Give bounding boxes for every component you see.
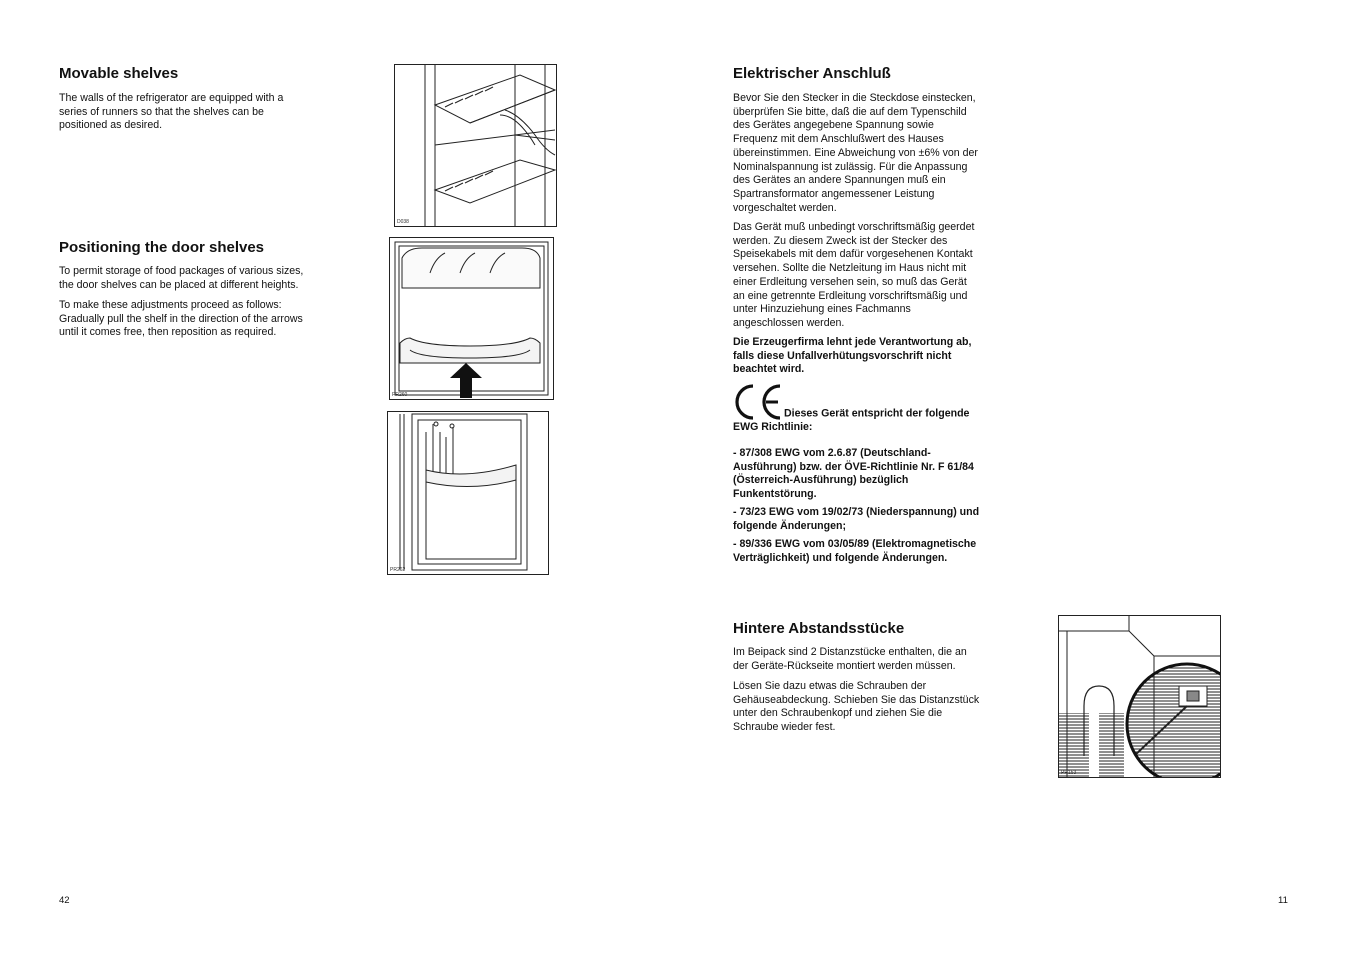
page-number-left: 42 (59, 895, 70, 906)
text-line: positioned as desired. (59, 119, 163, 132)
elektrisch-text-1 (733, 92, 978, 215)
text-line: The walls of the refrigerator are equipped with a (59, 92, 284, 104)
movable-shelves-heading: Movable shelves (59, 65, 179, 82)
page-number-right: 11 (1278, 895, 1288, 906)
text-line: unter den Schraubenkopf und ziehen Sie die (733, 707, 943, 720)
ce-mark-icon (733, 383, 783, 421)
spacer-figure (1058, 615, 1221, 778)
elektrisch-text-2 (733, 221, 974, 331)
ce-line-2: EWG Richtlinie: (733, 421, 813, 433)
text-line: des Gerätes an andere Spannungen muß ein (733, 174, 946, 187)
text-line: folgende Änderungen; (733, 519, 846, 532)
directive-2 (733, 506, 979, 533)
text-line: Gehäuseabdeckung. Schieben Sie das Distanzstück (733, 693, 980, 706)
spacer-illustration (1059, 616, 1220, 777)
text-line: übereinstimmen. Eine Abweichung von ±6% von der (733, 146, 978, 159)
shelves-figure (394, 64, 557, 227)
text-line: Lösen Sie dazu etwas die Schrauben der (733, 680, 927, 692)
text-line: - 73/23 EWG vom 19/02/73 (Niederspannung) und (733, 506, 980, 518)
directive-3 (733, 538, 976, 565)
door-shelf-illustration (390, 238, 553, 399)
door-shelves-text-2 (59, 299, 303, 340)
figure-code: PR262 (390, 567, 406, 573)
text-line: angeschlossen werden. (733, 316, 845, 329)
ce-statement (733, 383, 969, 435)
door-shelf-figure (389, 237, 554, 400)
shelves-illustration (395, 65, 556, 226)
text-line: To permit storage of food packages of various sizes, (59, 265, 304, 277)
directive-1 (733, 447, 974, 502)
hintere-abstandsstuecke-heading: Hintere Abstandsstücke (733, 620, 905, 637)
elektrischer-anschluss-heading: Elektrischer Anschluß (733, 65, 891, 82)
elektrisch-warning (733, 336, 971, 377)
text-line: beachtet wird. (733, 363, 805, 376)
text-line: series of runners so that the shelves can be (59, 105, 264, 118)
hintere-text-2 (733, 680, 979, 735)
movable-shelves-text (59, 92, 283, 133)
text-line: vorgeschaltet werden. (733, 201, 837, 214)
text-line: versehen. Sollte die Netzleitung im Haus nicht mit (733, 262, 967, 275)
text-line: Funkentstörung. (733, 488, 817, 501)
figure-code: PR260 (392, 392, 408, 398)
text-line: until it comes free, then reposition as required. (59, 326, 277, 339)
bottle-shelf-figure (387, 411, 549, 575)
figure-code: PR153 (1061, 770, 1077, 776)
text-line: an eine getrennte Erdleitung vorschriftsmäßig und (733, 289, 968, 302)
text-line: the door shelves can be placed at different heights. (59, 278, 299, 291)
text-line: Ausführung) bzw. der ÖVE-Richtlinie Nr. F 61/84 (733, 460, 974, 473)
text-line: Die Erzeugerfirma lehnt jede Verantwortung ab, (733, 336, 972, 348)
text-line: To make these adjustments proceed as follows: (59, 299, 282, 311)
text-line: Gradually pull the shelf in the direction of the arrows (59, 312, 303, 325)
text-line: (Österreich-Ausführung) bezüglich (733, 474, 909, 487)
text-line: Das Gerät muß unbedingt vorschriftsmäßig geerdet (733, 221, 975, 233)
text-line: Bevor Sie den Stecker in die Steckdose einstecken, (733, 92, 976, 104)
text-line: unter Hinzuziehung eines Fachmanns (733, 303, 911, 316)
door-shelves-heading: Positioning the door shelves (59, 239, 265, 256)
text-line: Speisekabels mit dem dafür vorgesehenen Kontakt (733, 248, 973, 261)
ce-line-1: Dieses Gerät entspricht der folgende (784, 407, 970, 420)
text-line: des Gerätes angegebene Spannung sowie (733, 119, 934, 132)
text-line: - 87/308 EWG vom 2.6.87 (Deutschland- (733, 447, 931, 459)
text-line: Frequenz mit dem Anschlußwert des Hauses (733, 133, 944, 146)
text-line: Nominalspannung ist zulässig. Für die Anpassung (733, 160, 968, 173)
text-line: Im Beipack sind 2 Distanzstücke enthalten, die an (733, 646, 967, 658)
text-line: Schraube wieder fest. (733, 721, 836, 734)
text-line: der Geräte-Rückseite montiert werden müssen. (733, 659, 956, 672)
text-line: werden. Zu diesem Zweck ist der Stecker des (733, 234, 948, 247)
door-shelves-text-1 (59, 265, 303, 292)
text-line: Verträglichkeit) und folgende Änderungen. (733, 551, 948, 564)
figure-code: D038 (397, 219, 409, 225)
text-line: überprüfen Sie bitte, daß die auf dem Typenschild (733, 105, 967, 118)
text-line: Spartransformator angemessener Leistung (733, 187, 935, 200)
hintere-text-1 (733, 646, 967, 673)
bottle-shelf-illustration (388, 412, 548, 574)
text-line: - 89/336 EWG vom 03/05/89 (Elektromagnetische (733, 538, 977, 550)
text-line: einer Erdleitung versehen sein, so muß das Gerät (733, 275, 967, 288)
text-line: falls diese Unfallverhütungsvorschrift nicht (733, 349, 952, 362)
